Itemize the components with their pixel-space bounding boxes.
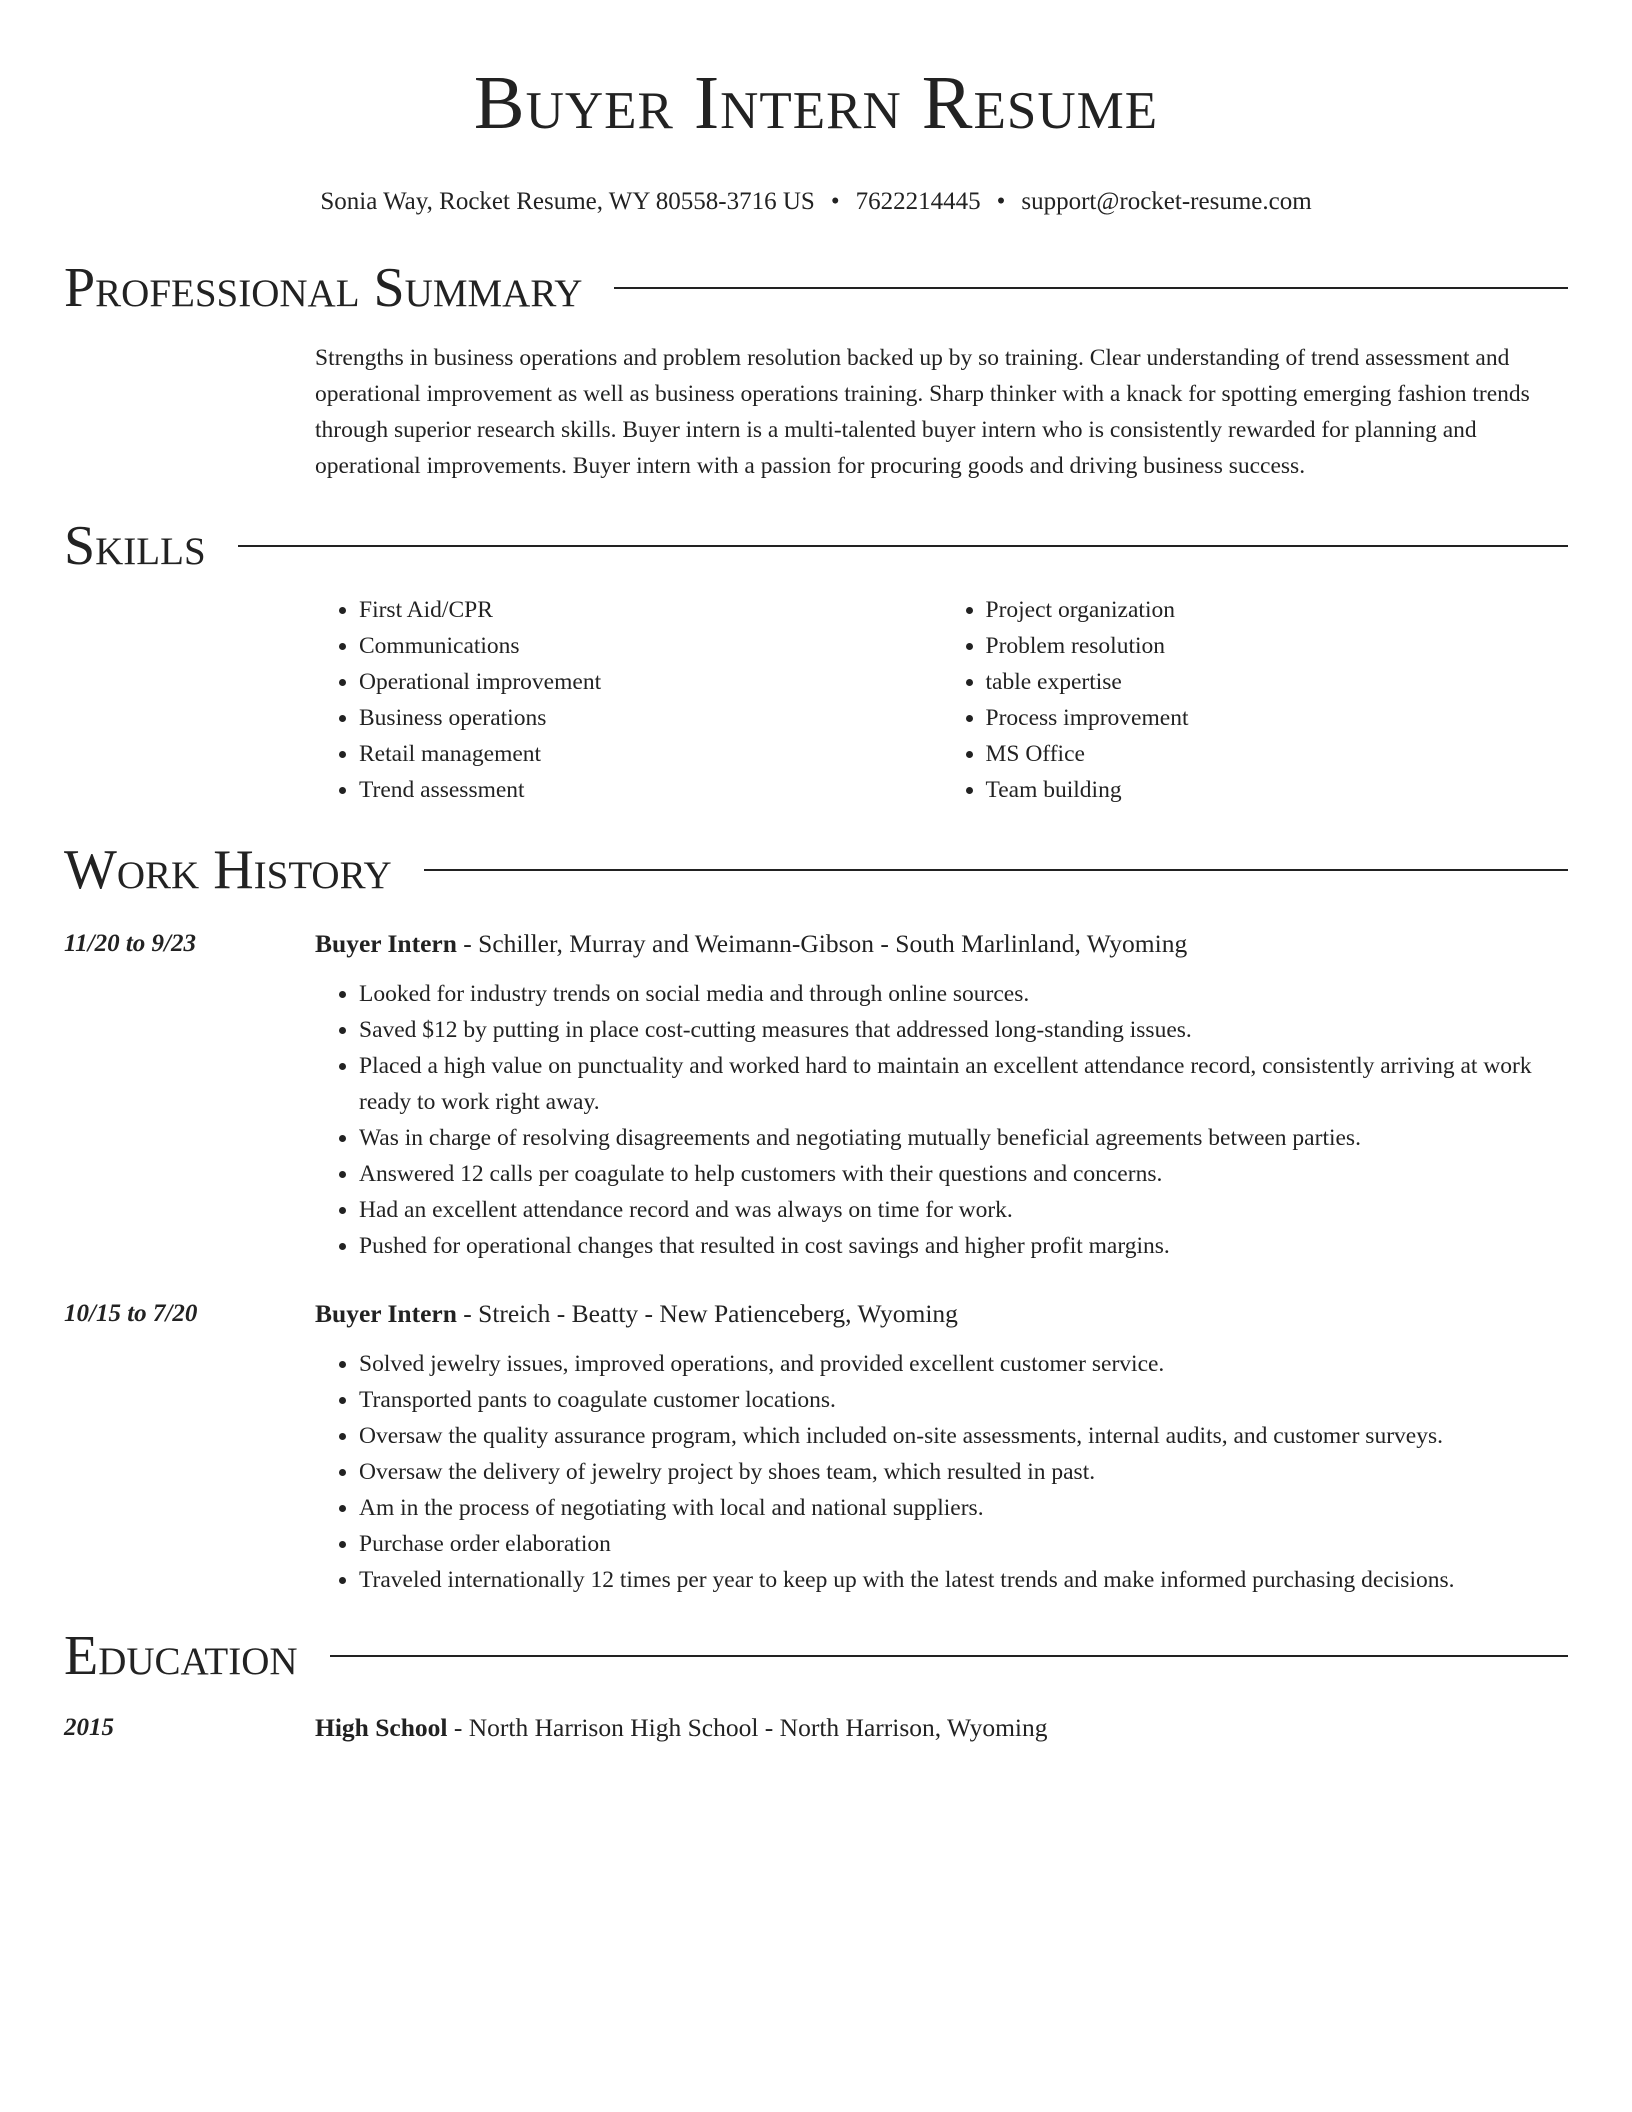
section-divider <box>424 869 1568 871</box>
skills-column-right <box>942 592 1569 808</box>
skill-item: • Communications <box>359 628 942 664</box>
job-bullet: • Saved $12 by putting in place cost-cutting measures that addressed long-standing issues. <box>359 1012 1568 1048</box>
job-bullet: • Was in charge of resolving disagreements and negotiating mutually beneficial agreements between parties. <box>359 1120 1568 1156</box>
contact-address: Sonia Way, Rocket Resume, WY 80558-3716 US <box>320 188 815 215</box>
job-heading <box>315 926 1187 962</box>
education-details: - North Harrison High School - North Harrison, Wyoming <box>447 1713 1048 1742</box>
job-dates: 11/20 to 9/23 <box>64 930 196 957</box>
skill-item: • Retail management <box>359 736 942 772</box>
skill-item: • Problem resolution <box>986 628 1569 664</box>
skills-list <box>315 592 1568 808</box>
section-skills-header <box>64 514 1568 578</box>
skill-item: • Project organization <box>986 592 1569 628</box>
skills-column-left <box>315 592 942 808</box>
job-bullet: • Am in the process of negotiating with local and national suppliers. <box>359 1490 1568 1526</box>
job-bullet: • Had an excellent attendance record and was always on time for work. <box>359 1192 1568 1228</box>
contact-separator: • <box>996 188 1006 215</box>
skill-item: • Process improvement <box>986 700 1569 736</box>
contact-email[interactable]: support@rocket-resume.com <box>1021 188 1312 215</box>
job-bullet: • Traveled internationally 12 times per year to keep up with the latest trends and make informed purchasing decisions. <box>359 1562 1568 1598</box>
resume-page <box>64 0 1568 1746</box>
skill-item: • Team building <box>986 772 1569 808</box>
job-bullets <box>315 976 1568 1264</box>
contact-separator: • <box>830 188 840 215</box>
job-details: - Schiller, Murray and Weimann-Gibson - South Marlinland, Wyoming <box>456 929 1188 958</box>
education-heading <box>315 1710 1048 1746</box>
job-entry-2 <box>64 1296 1568 1332</box>
section-education-header <box>64 1624 1568 1688</box>
job-details: - Streich - Beatty - New Patienceberg, Wyoming <box>456 1299 958 1328</box>
skill-item: • MS Office <box>986 736 1569 772</box>
job-bullet: • Placed a high value on punctuality and worked hard to maintain an excellent attendance record, consistently arriving at work ready to work right away. <box>359 1048 1568 1120</box>
skill-item: • Business operations <box>359 700 942 736</box>
section-summary-header <box>64 256 1568 320</box>
skill-item: • Trend assessment <box>359 772 942 808</box>
contact-line <box>64 186 1568 218</box>
section-education-title: Education <box>64 1625 298 1687</box>
job-bullet: • Answered 12 calls per coagulate to help customers with their questions and concerns. <box>359 1156 1568 1192</box>
section-divider <box>238 545 1568 547</box>
section-divider <box>614 287 1568 289</box>
job-entry-1 <box>64 926 1568 962</box>
job-bullet: • Oversaw the delivery of jewelry project by shoes team, which resulted in past. <box>359 1454 1568 1490</box>
job-bullet: • Oversaw the quality assurance program, which included on-site assessments, internal audits, and customer surveys. <box>359 1418 1568 1454</box>
job-bullet: • Looked for industry trends on social media and through online sources. <box>359 976 1568 1012</box>
contact-phone: 7622214445 <box>855 188 981 215</box>
job-bullet: • Solved jewelry issues, improved operations, and provided excellent customer service. <box>359 1346 1568 1382</box>
summary-text: Strengths in business operations and problem resolution backed up by so training. Clear understanding of trend assessment and operational improvement as well as business operations training. Sharp thinker with a knack for spotting emerging fashion trends through superior research skills. Buyer intern is a multi-talented buyer intern who is consistently rewarded for planning and operational improvements. Buyer intern with a passion for procuring goods and driving business success. <box>315 345 1530 479</box>
job-role: Buyer Intern <box>315 1299 457 1328</box>
job-bullet: • Pushed for operational changes that resulted in cost savings and higher profit margins. <box>359 1228 1568 1264</box>
education-entry <box>64 1710 1568 1746</box>
job-bullet: • Transported pants to coagulate customer locations. <box>359 1382 1568 1418</box>
section-work-title: Work History <box>64 839 392 901</box>
section-summary-title: Professional Summary <box>64 257 583 319</box>
job-dates: 10/15 to 7/20 <box>64 1300 198 1327</box>
job-role: Buyer Intern <box>315 929 457 958</box>
section-divider <box>330 1655 1568 1657</box>
skill-item: • Operational improvement <box>359 664 942 700</box>
section-work-header <box>64 838 1568 902</box>
resume-title: Buyer Intern Resume <box>473 61 1159 145</box>
job-bullets <box>315 1346 1568 1598</box>
section-skills-title: Skills <box>64 515 206 577</box>
skill-item: • table expertise <box>986 664 1569 700</box>
education-year: 2015 <box>64 1714 114 1741</box>
education-degree: High School <box>315 1713 448 1742</box>
job-heading <box>315 1296 958 1332</box>
job-bullet: • Purchase order elaboration <box>359 1526 1568 1562</box>
skill-item: • First Aid/CPR <box>359 592 942 628</box>
